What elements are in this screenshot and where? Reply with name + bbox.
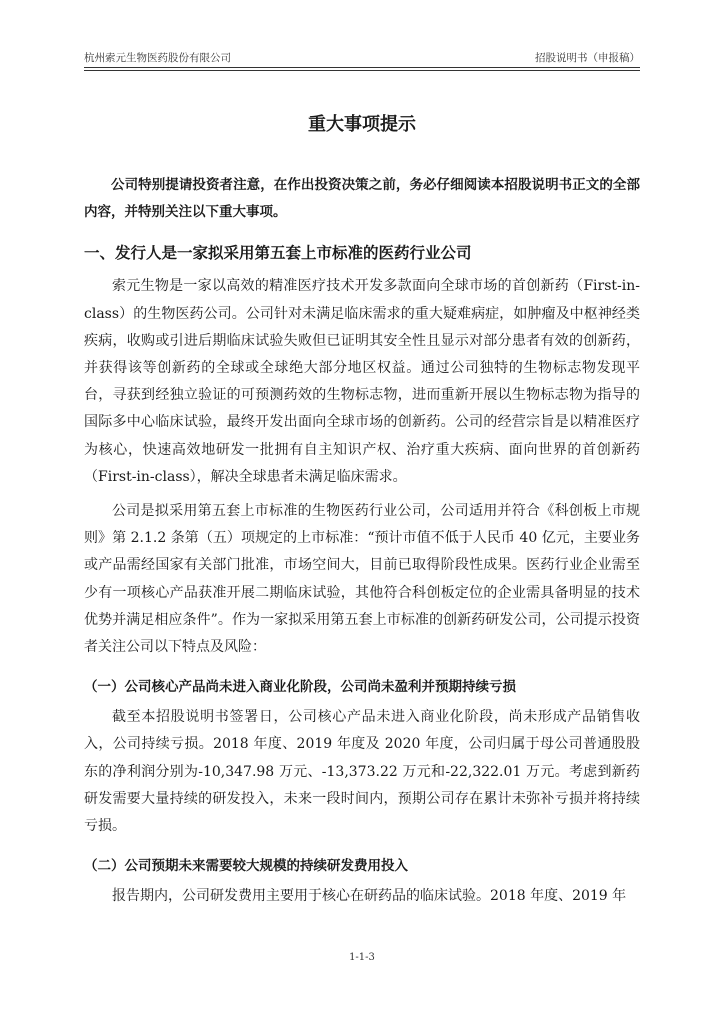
page-title: 重大事项提示 bbox=[308, 114, 416, 135]
header-rule-thin bbox=[84, 70, 640, 71]
intro-paragraph: 公司特别提请投资者注意，在作出投资决策之前，务必仔细阅读本招股说明书正文的全部内容，并特别关注以下重大事项。 bbox=[84, 177, 640, 221]
section-1-heading: 一、发行人是一家拟采用第五套上市标准的医药行业公司 bbox=[84, 244, 472, 263]
header-rule bbox=[84, 67, 640, 68]
subsection-1-heading: （一）公司核心产品尚未进入商业化阶段，公司尚未盈利并预期持续亏损 bbox=[84, 679, 516, 696]
page-header bbox=[84, 50, 640, 65]
subsection-1-paragraph: 截至本招股说明书签署日，公司核心产品未进入商业化阶段，尚未形成产品销售收入，公司持续亏损。2018 年度、2019 年度及 2020 年度，公司归属于母公司普通股股东的净利润分别为-10,347.98 万元、-13,373.22 万元和-22,322.01 万元。考虑到新药研发需要大量持续的研发投入，未来一段时间内，预期公司存在累计未弥补亏损并将持续亏损。 bbox=[84, 709, 640, 835]
header-document-type: 招股说明书（申报稿） bbox=[535, 52, 640, 64]
page-number: 1-1-3 bbox=[349, 952, 375, 963]
subsection-2-heading: （二）公司预期未来需要较大规模的持续研发费用投入 bbox=[84, 858, 408, 875]
header-company-name: 杭州索元生物医药股份有限公司 bbox=[84, 52, 231, 64]
section-1-paragraph-1: 索元生物是一家以高效的精准医疗技术开发多款面向全球市场的首创新药（First-in-class）的生物医药公司。公司针对未满足临床需求的重大疑难病症，如肿瘤及中枢神经类疾病，收购或引进后期临床试验失败但已证明其安全性且显示对部分患者有效的创新药，并获得该等创新药的全球或全球绝大部分地区权益。通过公司独特的生物标志物发现平台，寻获到经独立验证的可预测药效的生物标志物，进而重新开展以生物标志物为指导的国际多中心临床试验，最终开发出面向全球市场的创新药。公司的经营宗旨是以精准医疗为核心，快速高效地研发一批拥有自主知识产权、治疗重大疾病、面向世界的首创新药（First-in-class），解决全球患者未满足临床需求。 bbox=[84, 278, 640, 485]
document-body bbox=[84, 110, 640, 910]
section-1-paragraph-2: 公司是拟采用第五套上市标准的生物医药行业公司，公司适用并符合《科创板上市规则》第 2.1.2 条第（五）项规定的上市标准：“预计市值不低于人民币 40 亿元，主要业务或产品需经国家有关部门批准，市场空间大，目前已取得阶段性成果。医药行业企业需至少有一项核心产品获准开展二期临床试验，其他符合科创板定位的企业需具备明显的技术优势并满足相应条件”。作为一家拟采用第五套上市标准的创新药研发公司，公司提示投资者关注公司以下特点及风险： bbox=[84, 503, 640, 656]
subsection-2-paragraph: 报告期内，公司研发费用主要用于核心在研药品的临床试验。2018 年度、2019 年 bbox=[112, 888, 627, 905]
